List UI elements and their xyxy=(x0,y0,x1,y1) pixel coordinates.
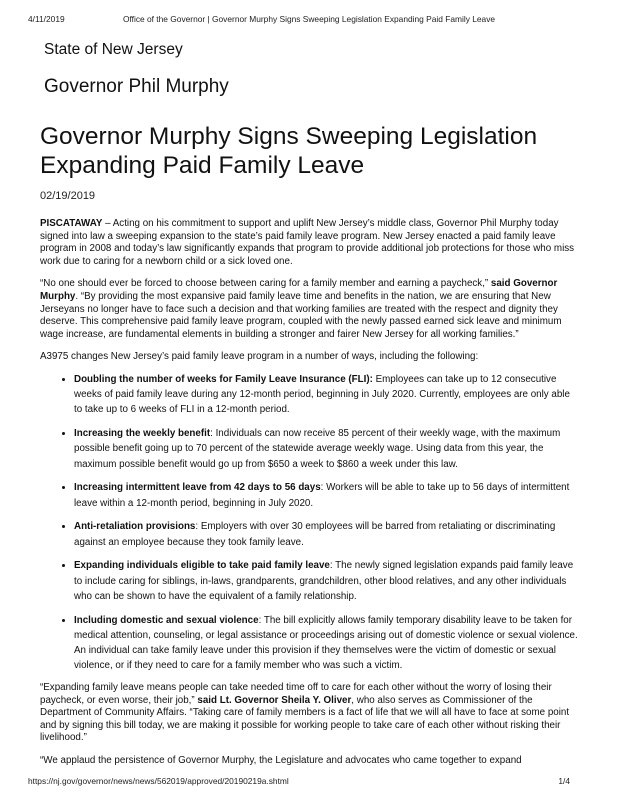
dateline: PISCATAWAY xyxy=(40,218,103,229)
quote-text-rest: , who also serves as Commissioner of the Department of Community Affairs. “Taking care of family members is a fact of life that we will all have to face at some point and by signing this bill today, we are making it possible for working people to take care of each other without risking their livelihood.” xyxy=(40,694,570,744)
list-item-heading: Increasing intermittent leave from 42 days to 56 days xyxy=(74,482,321,494)
article-title: Governor Murphy Signs Sweeping Legislation Expanding Paid Family Leave xyxy=(40,123,538,179)
quote-text: “Expanding family leave means people can take needed time off to care for each other without the worry of losing their paycheck, or even worse, their job,” xyxy=(40,681,552,706)
list-item xyxy=(74,372,578,418)
paragraph-advocates-quote: “We applaud the persistence of Governor Murphy, the Legislature and advocates who came together to expand xyxy=(40,754,522,766)
list-item-text: : The newly signed legislation expands paid family leave to include caring for siblings, in-laws, grandparents, grandchildren, other blood relatives, and any other individuals who can be shown to have the equivalent of a family relationship. xyxy=(74,560,574,602)
paragraph-bill-summary: A3975 changes New Jersey’s paid family leave program in a number of ways, including the following: xyxy=(40,351,479,363)
list-item-heading: Increasing the weekly benefit xyxy=(74,428,211,440)
list-item xyxy=(74,480,578,510)
list-item-text: : The bill explicitly allows family temporary disability leave to be taken for medical attention, counseling, or legal assistance or proceedings arising out of domestic violence or sexual violence. An individual can take family leave under this provision if they themselves were the victim of domestic or sexual violence, or if they need to care for a family member who was such a victim. xyxy=(74,614,578,672)
list-item-text: Employees can take up to 12 consecutive weeks of paid family leave during any 12-month period, beginning in July 2020. Currently, employees are only able to take up to 6 weeks of FLI in a 12-month period. xyxy=(74,373,570,416)
list-item-heading: Expanding individuals eligible to take paid family leave xyxy=(74,560,330,572)
list-item-heading: Anti-retaliation provisions xyxy=(74,521,196,533)
list-item-text: : Employers with over 30 employees will be barred from retaliating or discriminating against an employee because they took family leave. xyxy=(74,521,556,548)
article-body xyxy=(40,218,578,778)
list-item-text: : Workers will be able to take up to 56 days of intermittent leave within a 12-month period, beginning in July 2020. xyxy=(74,482,570,509)
site-governor-name[interactable]: Governor Phil Murphy xyxy=(44,76,229,97)
paragraph-text: – Acting on his commitment to support and uplift New Jersey’s middle class, Governor Phil Murphy today signed into law a sweeping expansion to the state’s paid family leave program. New Jersey enacted a paid family leave program in 2008 and today’s law significantly expands that program to provide additional job protections for those who miss work due to caring for a newborn child or a sick loved one. xyxy=(40,218,575,267)
print-url: https://nj.gov/governor/news/news/562019/approved/20190219a.shtml xyxy=(28,776,289,786)
list-item-heading: Including domestic and sexual violence xyxy=(74,614,259,626)
article-date: 02/19/2019 xyxy=(40,190,96,202)
paragraph-lt-governor-quote xyxy=(40,682,578,745)
quote-text: “No one should ever be forced to choose between caring for a family member and earning a paycheck,” xyxy=(40,278,489,290)
list-item-text: : Individuals can now receive 85 percent of their weekly wage, with the maximum possible benefit going up to 70 percent of the statewide average weekly wage. Using data from this year, the maximum possible benefit would go up from $650 a week to $860 a week under this law. xyxy=(74,428,561,470)
list-item xyxy=(74,519,578,549)
list-item xyxy=(74,613,578,674)
paragraph-intro xyxy=(40,218,578,268)
list-item-heading: Doubling the number of weeks for Family Leave Insurance (FLI): xyxy=(74,373,373,385)
quote-text-rest: . “By providing the most expansive paid family leave time and benefits in the nation, we are ensuring that New Jerseyans no longer have to face such a decision and that working families are treated with the respect and dignity they deserve. This comprehensive paid family leave program, coupled with the newly passed earned sick leave and minimum wage increase, are fundamental elements in building a stronger and fairer New Jersey for all working families.” xyxy=(40,290,562,340)
print-page-title: Office of the Governor | Governor Murphy Signs Sweeping Legislation Expanding Paid Family Leave xyxy=(122,14,496,24)
print-page-number: 1/4 xyxy=(558,776,570,786)
quote-speaker: said Governor Murphy xyxy=(40,278,558,302)
paragraph-governor-quote xyxy=(40,278,578,341)
quote-speaker: said Lt. Governor Sheila Y. Oliver xyxy=(194,694,352,706)
site-state-name[interactable]: State of New Jersey xyxy=(44,41,183,58)
list-item xyxy=(74,558,578,604)
provisions-list xyxy=(40,372,578,673)
list-item xyxy=(74,426,578,472)
print-date: 4/11/2019 xyxy=(28,14,65,24)
